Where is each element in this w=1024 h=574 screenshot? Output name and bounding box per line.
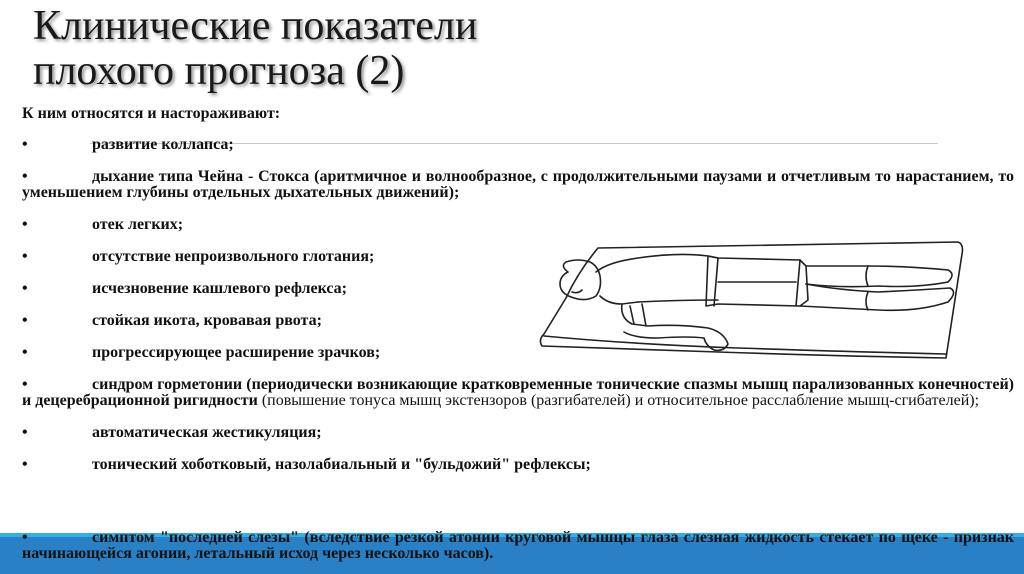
bullet-icon: • (22, 248, 28, 265)
list-item: • развитие коллапса; (22, 136, 234, 153)
list-item: • исчезновение кашлевого рефлекса; (22, 280, 348, 297)
slide-title-line-2: плохого прогноза (2) (33, 48, 405, 94)
bullet-icon: • (22, 216, 28, 233)
list-item: • отсутствие непроизвольного глотания; (22, 248, 375, 265)
bullet-icon: • (22, 312, 28, 329)
list-item: • стойкая икота, кровавая рвота; (22, 312, 322, 329)
bullet-icon: • (22, 376, 28, 393)
slide-title (33, 4, 477, 94)
list-item: • синдром горметонии (периодически возникающие кратковременные тонические спазмы мышц парализованных конечностей) и децеребрационной ригидности (повышение тонуса мышц экстензоров (разгибателей) и относительное расслабление мышц-сгибателей); (22, 376, 1014, 409)
patient-lying-supine-illustration (538, 232, 966, 360)
slide-title-line-1: Клинические показатели (33, 3, 478, 49)
list-item: • прогрессирующее расширение зрачков; (22, 344, 381, 361)
intro-text: К ним относятся и настораживают: (22, 105, 281, 122)
list-item: • отек легких; (22, 216, 184, 233)
bullet-icon: • (22, 168, 28, 185)
list-item: • автоматическая жестикуляция; (22, 424, 322, 441)
bullet-icon: • (22, 280, 28, 297)
bullet-icon: • (22, 424, 28, 441)
bullet-icon: • (22, 136, 28, 153)
bullet-icon: • (22, 344, 28, 361)
bullet-icon: • (22, 456, 28, 473)
list-item: • дыхание типа Чейна - Стокса (аритмичное и волнообразное, с продолжительными паузами и отчетливым то нарастанием, то уменьшением глубины отдельных дыхательных движений); (22, 168, 1014, 201)
bullet-icon: • (22, 529, 28, 546)
list-item: • тонический хоботковый, назолабиальный и "бульдожий" рефлексы; (22, 456, 591, 473)
list-item: • симптом "последней слезы" (вследствие резкой атонии круговой мышцы глаза слезная жидкость стекает по щеке - признак начинающейся агонии, летальный исход через несколько часов). (22, 529, 1014, 562)
